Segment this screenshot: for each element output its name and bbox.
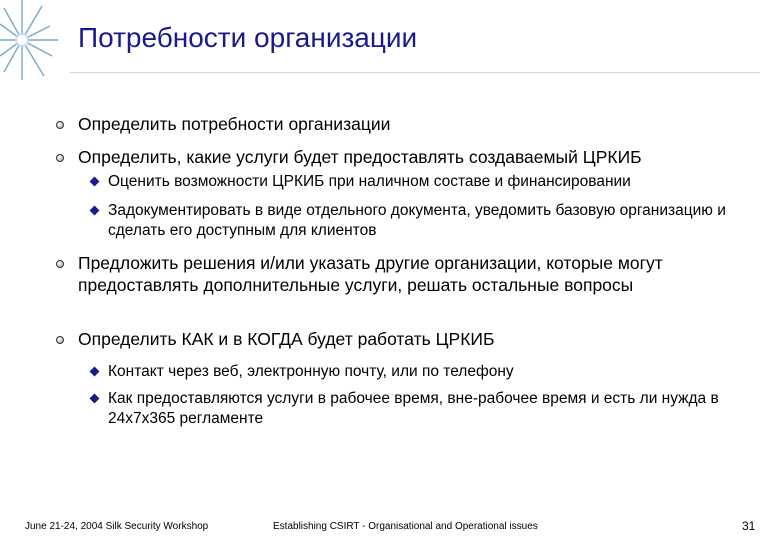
- diamond-bullet-icon: [90, 367, 100, 377]
- bullet-text: Определить КАК и в КОГДА будет работать ЦРКИБ: [78, 329, 495, 349]
- slide-title: Потребности организации: [78, 22, 418, 53]
- bullet-dot-icon: [56, 260, 64, 268]
- sub-bullet-text: Оценить возможности ЦРКИБ при наличном составе и финансировании: [108, 173, 631, 190]
- sub-bullet-text: Контакт через веб, электронную почту, или по телефону: [108, 363, 514, 380]
- bullet-dot-icon: [56, 121, 64, 129]
- starburst-icon: [0, 0, 60, 80]
- bullet-item: [78, 146, 758, 168]
- sub-bullet-item: [108, 201, 758, 241]
- bullet-item: [78, 252, 758, 296]
- bullet-text: Предложить решения и/или указать другие организации, которые могут предоставлять дополнительные услуги, решать остальные вопросы: [78, 253, 663, 295]
- sub-bullet-item: [108, 389, 758, 429]
- bullet-item: [78, 328, 758, 350]
- bullet-text: Определить, какие услуги будет предоставлять создаваемый ЦРКИБ: [78, 147, 642, 167]
- bullet-text: Определить потребности организации: [78, 114, 391, 134]
- bullet-dot-icon: [56, 336, 64, 344]
- title-divider: [70, 72, 760, 73]
- footer-title: Establishing CSIRT - Organisational and Operational issues: [273, 521, 538, 532]
- diamond-bullet-icon: [90, 206, 100, 216]
- sub-bullet-item: [108, 172, 758, 192]
- diamond-bullet-icon: [90, 394, 100, 404]
- bullet-item: [78, 113, 758, 135]
- bullet-dot-icon: [56, 154, 64, 162]
- sub-bullet-text: Как предоставляются услуги в рабочее время, вне-рабочее время и есть ли нужда в 24x7x365 регламенте: [108, 390, 719, 427]
- sub-bullet-item: [108, 362, 758, 382]
- sub-bullet-text: Задокументировать в виде отдельного документа, уведомить базовую организацию и сделать его доступным для клиентов: [108, 202, 726, 239]
- page-number: 31: [742, 519, 756, 533]
- footer-event: June 21-24, 2004 Silk Security Workshop: [25, 521, 209, 532]
- diamond-bullet-icon: [90, 177, 100, 187]
